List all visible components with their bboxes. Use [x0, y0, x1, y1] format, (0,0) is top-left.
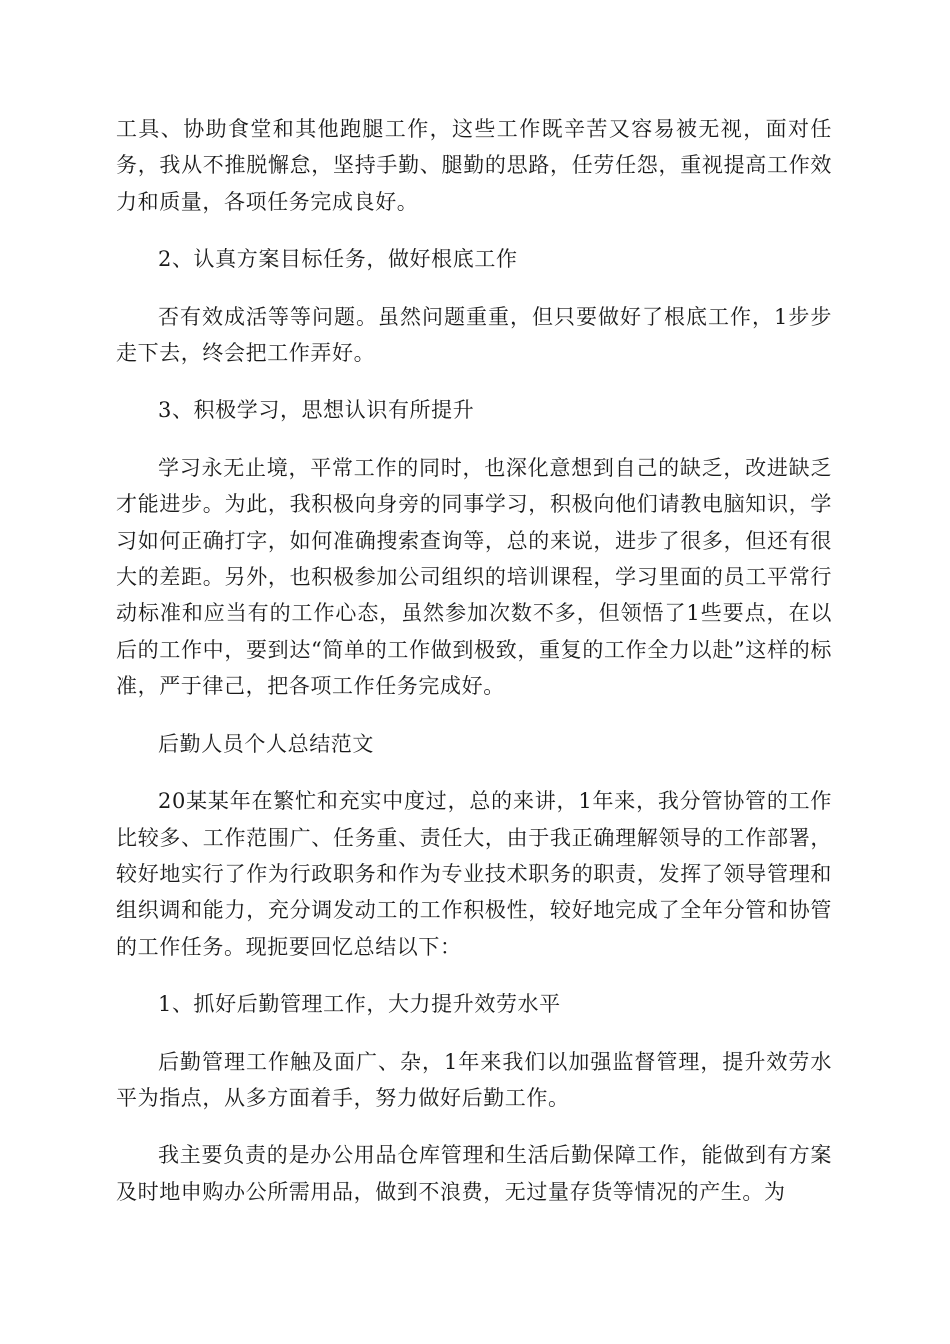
section-heading-2: 2、认真方案目标任务，做好根底工作 [158, 247, 518, 272]
paragraph: 后勤管理工作触及面广、杂，1年来我们以加强监督管理，提升效劳水平为指点，从多方面着手，努力做好后勤工作。 [116, 1049, 832, 1110]
section-heading-1: 1、抓好后勤管理工作，大力提升效劳水平 [158, 992, 561, 1017]
paragraph: 我主要负责的是办公用品仓库管理和生活后勤保障工作，能做到有方案及时地申购办公所需用品，做到不浪费，无过量存货等情况的产生。为 [116, 1143, 832, 1204]
paragraph: 学习永无止境，平常工作的同时，也深化意想到自己的缺乏，改进缺乏才能进步。为此，我积极向身旁的同事学习，积极向他们请教电脑知识，学习如何正确打字，如何准确搜索查询等，总的来说，进步了很多，但还有很大的差距。另外，也积极参加公司组织的培训课程，学习里面的员工平常行动标准和应当有的工作心态，虽然参加次数不多，但领悟了1些要点，在以后的工作中，要到达“简单的工作做到极致，重复的工作全力以赴”这样的标准，严于律己，把各项工作任务完成好。 [116, 455, 832, 699]
article-title: 后勤人员个人总结范文 [158, 731, 374, 756]
paragraph-continued-text: 工具、协助食堂和其他跑腿工作，这些工作既辛苦又容易被无视，面对任务，我从不推脱懈怠，坚持手勤、腿勤的思路，任劳任怨，重视提高工作效力和质量，各项任务完成良好。 [116, 117, 832, 214]
document-body [116, 111, 832, 1231]
paragraph: 否有效成活等等问题。虽然问题重重，但只要做好了根底工作，1步步走下去，终会把工作弄好。 [116, 304, 832, 366]
paragraph: 20某某年在繁忙和充实中度过，总的来讲，1年来，我分管协管的工作比较多、工作范围广、任务重、责任大，由于我正确理解领导的工作部署，较好地实行了作为行政职务和作为专业技术职务的职责，发挥了领导管理和组织调和能力，充分调发动工的工作积极性，较好地完成了全年分管和协管的工作任务。现扼要回忆总结以下： [116, 789, 832, 959]
section-heading-3: 3、积极学习，思想认识有所提升 [158, 398, 475, 423]
